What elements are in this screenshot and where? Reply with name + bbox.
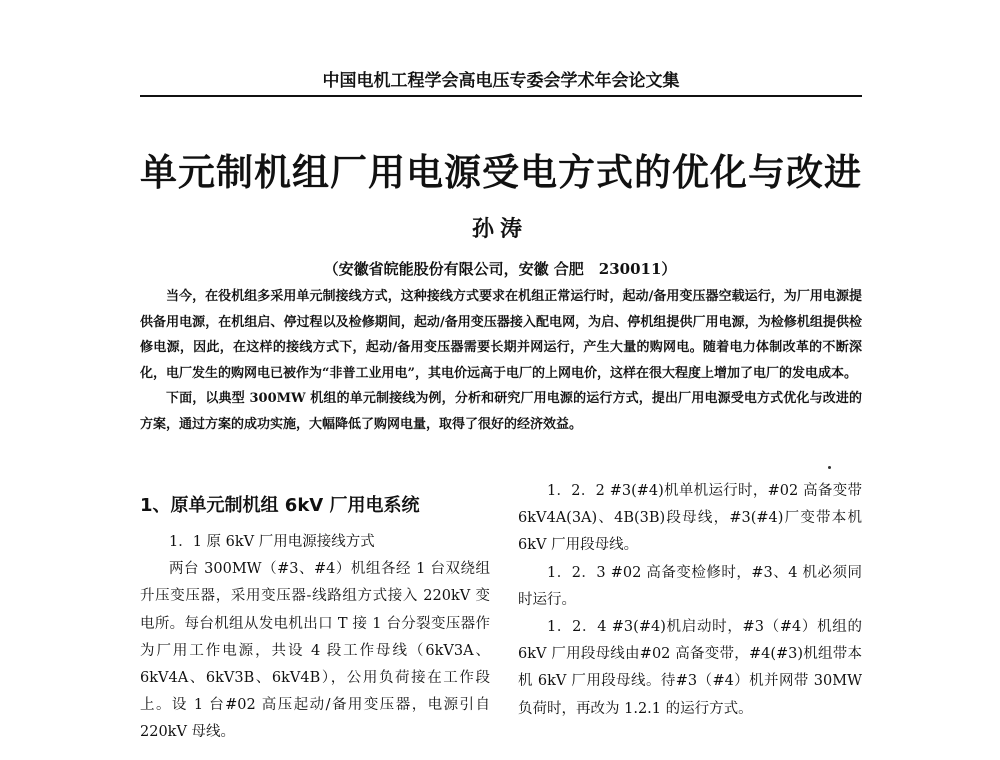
- left-column: [140, 483, 490, 747]
- section-heading: 1、原单元制机组 6kV 厂用电系统: [140, 495, 420, 516]
- author: 孙涛: [471, 216, 528, 242]
- abstract: [140, 284, 862, 437]
- paper-title: 单元制机组厂用电源受电方式的优化与改进: [140, 151, 862, 194]
- header-rule: [140, 95, 862, 97]
- abstract-paragraph: 下面，以典型 300MW 机组的单元制接线为例，分析和研究厂用电源的运行方式，提出厂用电源受电方式优化与改进的方案，通过方案的成功实施，大幅降低了购网电量，取得了很好的经济效益。: [140, 391, 862, 432]
- body-paragraph: 1．2．4 #3(#4)机启动时，#3（#4）机组的 6kV 厂用段母线由#02 高备变带，#4(#3)机组带本机 6kV 厂用段母线。待#3（#4）机并网带 30MW 负荷时，再改为 1.2.1 的运行方式。: [518, 619, 862, 717]
- right-column: [518, 478, 862, 723]
- abstract-paragraph: 当今，在役机组多采用单元制接线方式，这种接线方式要求在机组正常运行时，起动/备用变压器空载运行，为厂用电源提供备用电源，在机组启、停过程以及检修期间，起动/备用变压器接入配电网，为启、停机组提供厂用电源，为检修机组提供检修电源，因此，在这样的接线方式下，起动/备用变压器需要长期并网运行，产生大量的购网电。随着电力体制改革的不断深化，电厂发生的购网电已被作为“非普工业用电”，其电价远高于电厂的上网电价，这样在很大程度上增加了电厂的发电成本。: [140, 289, 862, 381]
- body-paragraph: 1．2．3 #02 高备变检修时，#3、4 机必须同时运行。: [518, 564, 862, 608]
- scan-speck: [828, 466, 831, 469]
- subsection-heading: 1．1 原 6kV 厂用电源接线方式: [169, 534, 375, 550]
- body-paragraph: 两台 300MW（#3、#4）机组各经 1 台双绕组升压变压器，采用变压器-线路组方式接入 220kV 变电所。每台机组从发电机出口 T 接 1 台分裂变压器作为厂用工作电源，共设 4 段工作母线（6kV3A、6kV4A、6kV3B、6kV4B），公用负荷接在工作段上。设 1 台#02 高压起动/备用变压器，电源引自 220kV 母线。: [140, 561, 490, 741]
- journal-header: 中国电机工程学会高电压专委会学术年会论文集: [322, 71, 680, 91]
- body-paragraph: 1．2．2 #3(#4)机单机运行时，#02 高备变带 6kV4A(3A)、4B(3B)段母线，#3(#4)厂变带本机 6kV 厂用段母线。: [518, 483, 862, 554]
- affiliation: （安徽省皖能股份有限公司，安徽 合肥 230011）: [323, 260, 677, 278]
